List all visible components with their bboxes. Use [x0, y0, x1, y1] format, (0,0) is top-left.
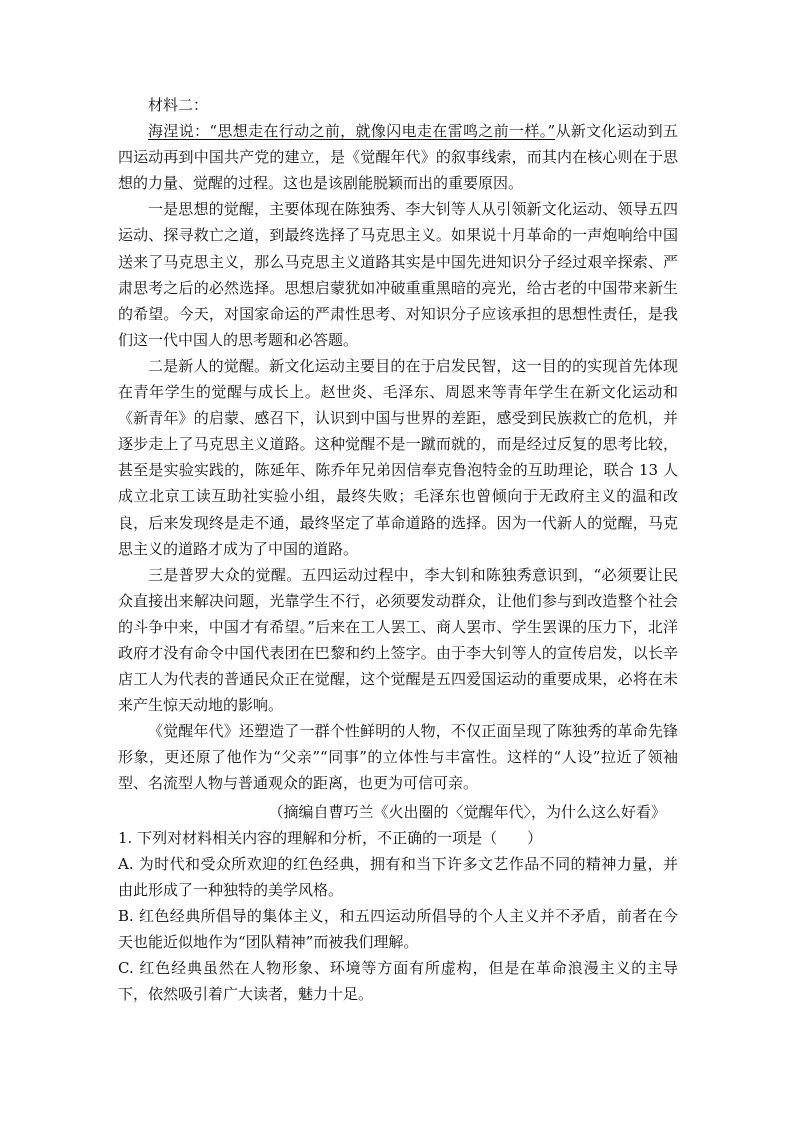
document-page	[118, 92, 678, 1007]
option-a: A. 为时代和受众所欢迎的红色经典，拥有和当下许多文艺作品不同的精神力量，并由此形成了一种独特的美学风格。	[118, 854, 678, 899]
option-c: C. 红色经典虽然在人物形象、环境等方面有所虚构，但是在革命浪漫主义的主导下，依然吸引着广大读者，魅力十足。	[118, 959, 678, 1004]
paragraph-2: 一是思想的觉醒，主要体现在陈独秀、李大钊等人从引领新文化运动、领导五四运动、探寻救亡之道，到最终选择了马克思主义。如果说十月革命的一声炮响给中国送来了马克思主义，那么马克思主义道路其实是中国先进知识分子经过艰辛探索、严肃思考之后的必然选择。思想启蒙犹如冲破重重黑暗的亮光，给古老的中国带来新生的希望。今天，对国家命运的严肃性思考、对知识分子应该承担的思想性责任，是我们这一代中国人的思考题和必答题。	[118, 200, 678, 349]
question-stem: 1. 下列对材料相关内容的理解和分析，不正确的一项是（ ）	[118, 828, 543, 847]
paragraph-5: 《觉醒年代》还塑造了一群个性鲜明的人物，不仅正面呈现了陈独秀的革命先锋形象，更还原了他作为“父亲”“同事”的立体性与丰富性。这样的“人设”拉近了领袖型、名流型人物与普通观众的距离，也更为可信可亲。	[118, 722, 678, 793]
paragraph-3: 二是新人的觉醒。新文化运动主要目的在于启发民智，这一目的的实现首先体现在青年学生的觉醒与成长上。赵世炎、毛泽东、周恩来等青年学生在新文化运动和《新青年》的启蒙、感召下，认识到中国与世界的差距，感受到民族救亡的危机，并逐步走上了马克思主义道路。这种觉醒不是一蹴而就的，而是经过反复的思考比较，甚至是实验实践的，陈延年、陈乔年兄弟因信奉克鲁泡特金的互助理论，联合 13 人成立北京工读互助社实验小组，最终失败；毛泽东也曾倾向于无政府主义的温和改良，后来发现终是走不通，最终坚定了革命道路的选择。因为一代新人的觉醒，马克思主义的道路才成为了中国的道路。	[118, 356, 678, 558]
paragraph-1-text: 从新文化运动到五四运动再到中国共产党的建立，是《觉醒年代》的叙事线索，而其内在核心则在于思想的力量、觉醒的过程。这也是该剧能脱颖而出的重要原因。	[118, 122, 678, 193]
paragraph-1	[118, 118, 678, 196]
heine-quote: 海涅说：“思想走在行动之前，就像闪电走在雷鸣之前一样。”	[148, 122, 556, 141]
option-b: B. 红色经典所倡导的集体主义，和五四运动所倡导的个人主义并不矛盾，前者在今天也能近似地作为“团队精神”而被我们理解。	[118, 906, 678, 951]
source-citation: （摘编自曹巧兰《火出圈的〈觉醒年代〉，为什么这么好看》	[268, 802, 666, 821]
paragraph-4: 三是普罗大众的觉醒。五四运动过程中，李大钊和陈独秀意识到，“必须要让民众直接出来解决问题，光靠学生不行，必须要发动群众，让他们参与到改造整个社会的斗争中来，中国才有希望。”后来在工人罢工、商人罢市、学生罢课的压力下，北洋政府才没有命令中国代表团在巴黎和约上签字。由于李大钊等人的宣传启发，以长辛店工人为代表的普通民众正在觉醒，这个觉醒是五四爱国运动的重要成果，必将在未来产生惊天动地的影响。	[118, 565, 678, 715]
material-heading: 材料二：	[148, 96, 209, 114]
